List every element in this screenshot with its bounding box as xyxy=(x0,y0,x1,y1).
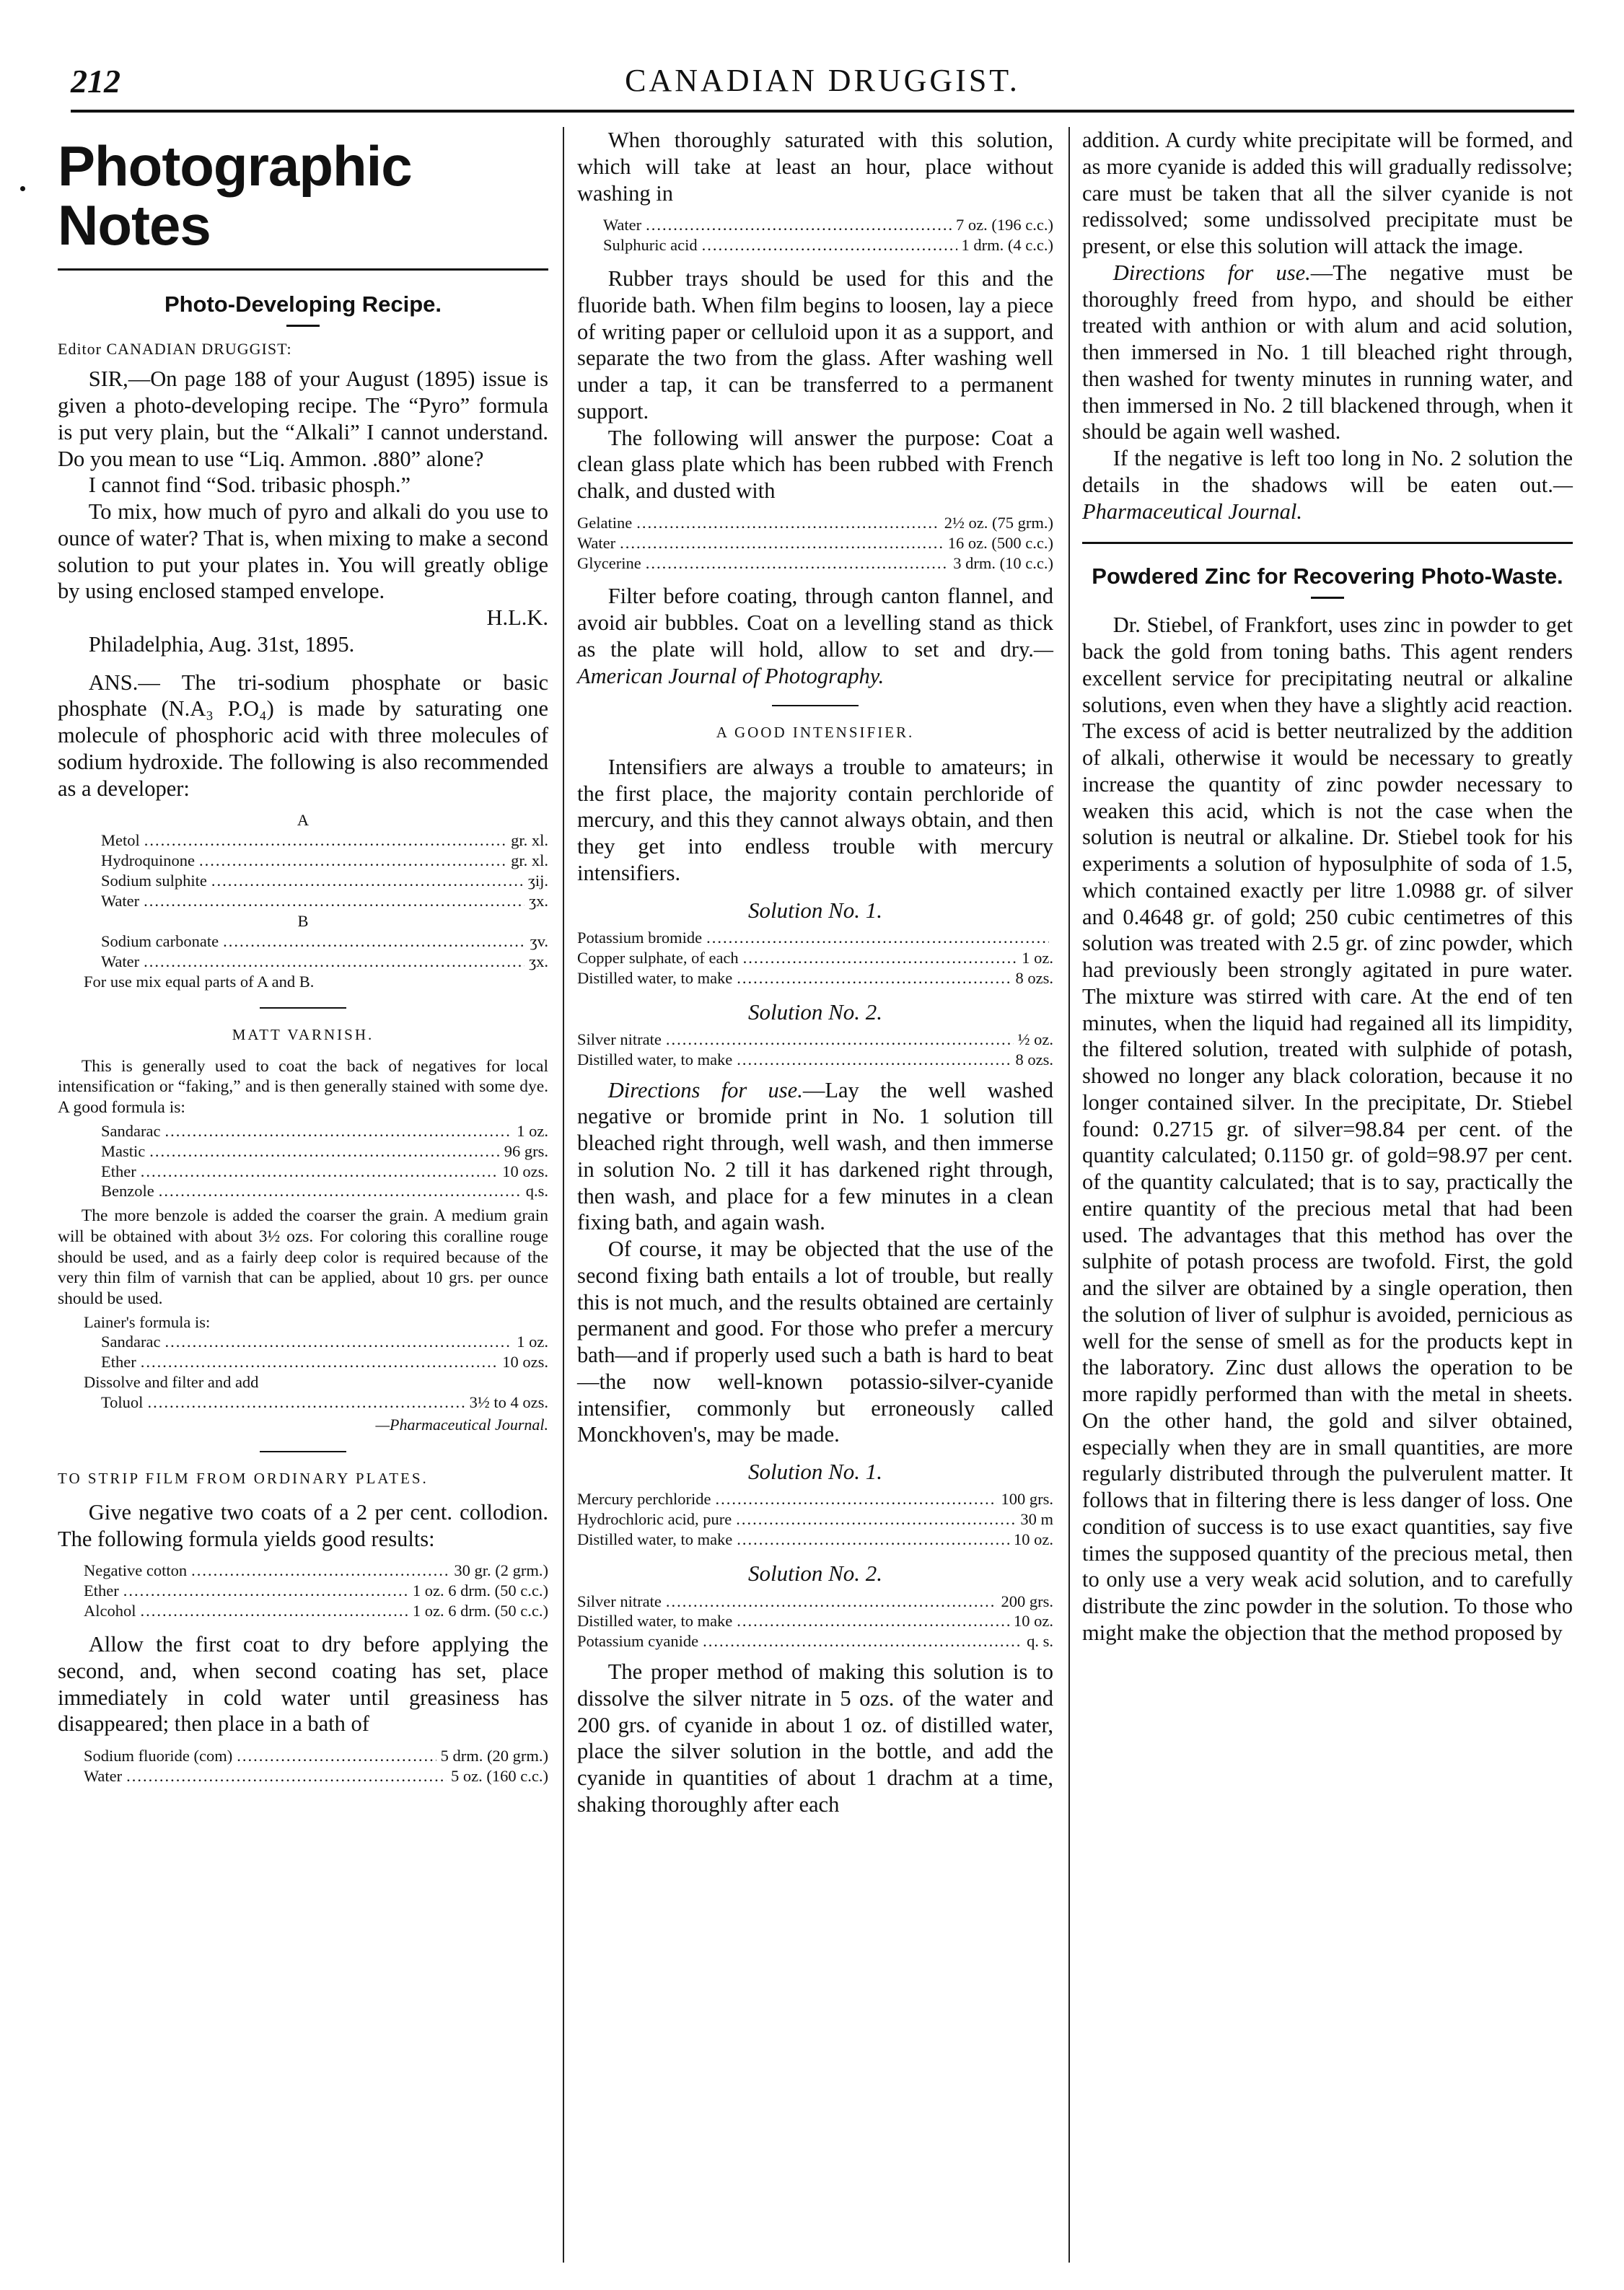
article-heading-matt-varnish: MATT VARNISH. xyxy=(232,1026,374,1044)
formula-row xyxy=(58,1581,548,1601)
ingredient: Benzole xyxy=(101,1182,154,1201)
ingredient: Toluol xyxy=(101,1393,144,1412)
formula-row xyxy=(577,1611,1053,1631)
heading-rule xyxy=(1311,597,1344,599)
article-heading-strip-film: TO STRIP FILM FROM ORDINARY PLATES. xyxy=(58,1469,429,1487)
paragraph-text: —Lay the well washed negative or bromide print in No. 1 solution till bleached right through, well wash, and then immerse in solution No. 2 till it has darkened right through, then wash, and place for a few minutes in a clean fixing bath, and again wash. xyxy=(577,1077,1053,1235)
formula-row xyxy=(577,1509,1053,1530)
article-heading-intensifier: A GOOD INTENSIFIER. xyxy=(716,724,915,742)
formula-row xyxy=(577,1050,1053,1070)
formula-row xyxy=(58,1561,548,1581)
ingredient: Sodium carbonate xyxy=(101,931,219,950)
formula-row xyxy=(58,891,548,911)
strip-paragraph: Allow the first coat to dry before applying the second, and, when second coating has set, place immediately in cold water until greasiness has disappeared; then place in a bath of xyxy=(58,1632,548,1737)
amount: 30 m xyxy=(1020,1510,1053,1529)
paragraph-text: Filter before coating, through canton flannel, and avoid air bubbles. Coat on a levelling stand as thick as the plate will hold, allow to set and dry. xyxy=(577,584,1053,662)
intensifier-paragraph: Intensifiers are always a trouble to amateurs; in the first place, the majority contain perchloride of mercury, and this they cannot always obtain, and then they get into endless trouble with mercury intensifiers. xyxy=(577,754,1053,885)
amount: 100 grs. xyxy=(1001,1490,1053,1509)
amount: 8 ozs. xyxy=(1015,1050,1053,1069)
ingredient: Ether xyxy=(84,1581,119,1600)
column-rule-1 xyxy=(563,127,564,2263)
ingredient: Sandarac xyxy=(101,1333,161,1351)
amount: 1 drm. (4 c.c.) xyxy=(961,236,1053,255)
matt-formula xyxy=(58,1121,548,1202)
heading-rule xyxy=(286,325,320,327)
ingredient: Water xyxy=(84,1766,123,1785)
amount: 5 oz. (160 c.c.) xyxy=(451,1766,548,1785)
amount: q.s. xyxy=(525,1182,548,1201)
solution-title: Solution No. 1. xyxy=(747,1459,882,1485)
column-1 xyxy=(58,127,548,1797)
matt-paragraph: The more benzole is added the coarser the grain. A medium grain will be obtained with about 3½ ozs. For coloring this coralline rouge should be used, and as a fairly deep color is required because of the very thin film of varnish that can be applied, about 10 grs. per ounce should be used. xyxy=(58,1206,548,1308)
ingredient: Distilled water, to make xyxy=(577,1612,733,1631)
ingredient: Hydrochloric acid, pure xyxy=(577,1510,732,1529)
amount: 1 oz. 6 drm. (50 c.c.) xyxy=(412,1581,548,1600)
ingredient: Glycerine xyxy=(577,553,641,572)
acid-formula xyxy=(577,215,1053,255)
formula-row xyxy=(58,1332,548,1352)
formula-intro: Lainer's formula is: xyxy=(84,1312,211,1331)
ingredient: Mercury perchloride xyxy=(577,1490,711,1509)
formula-row xyxy=(577,215,1053,235)
editor-salutation: Editor CANADIAN DRUGGIST: xyxy=(58,339,292,358)
paragraph-text: —The negative must be thoroughly freed from hypo, and should be either treated with anthion or with alum and acid solution, then immersed in No. 1 till bleached right through, then washed for twenty minutes in running water, and then immersed in No. 2 till blackened through, when it should be again well washed. xyxy=(1082,260,1573,444)
strip-formula-2 xyxy=(58,1746,548,1786)
ingredient: Water xyxy=(101,892,140,911)
formula-row xyxy=(577,533,1053,553)
intensifier-paragraph: The proper method of making this solution is to dissolve the silver nitrate in 5 ozs. of the water and 200 grs. of cyanide in about 1 oz. of distilled water, place the silver solution in the bottle, and add the cyanide in quantities of about 1 drachm at a time, shaking thoroughly after each xyxy=(577,1659,1053,1817)
ingredient: Sodium fluoride (com) xyxy=(84,1747,233,1765)
formula-label: B xyxy=(297,911,309,930)
ingredient: Potassium bromide xyxy=(577,928,703,947)
formula-row xyxy=(58,1141,548,1162)
ingredient: Hydroquinone xyxy=(101,851,195,870)
strip-formula xyxy=(58,1561,548,1621)
formula-row xyxy=(58,952,548,972)
amount: 3 drm. (10 c.c.) xyxy=(953,553,1053,572)
amount: 10 oz. xyxy=(1014,1612,1053,1631)
amount: 2½ oz. (75 grm.) xyxy=(944,513,1053,532)
solution-formula xyxy=(577,928,1053,988)
article-heading-developing-recipe: Photo-Developing Recipe. xyxy=(164,291,442,317)
ingredient: Alcohol xyxy=(84,1602,136,1620)
ingredient: Ether xyxy=(101,1353,136,1372)
amount: 10 ozs. xyxy=(502,1353,548,1372)
formula-row xyxy=(58,1601,548,1621)
ingredient: Sodium sulphite xyxy=(101,872,207,890)
formula-row xyxy=(577,1631,1053,1651)
directions-label: Directions for use. xyxy=(607,1077,803,1102)
column-2 xyxy=(577,127,1053,1818)
section-rule xyxy=(260,1451,346,1452)
page-header xyxy=(71,62,1574,105)
amount: q. s. xyxy=(1027,1632,1053,1651)
ingredient: Ether xyxy=(101,1162,136,1180)
ingredient: Mastic xyxy=(101,1141,146,1160)
title-rule xyxy=(58,268,548,271)
formula-instruction: Dissolve and filter and add xyxy=(84,1373,259,1392)
formula-row xyxy=(58,830,548,851)
formula-row xyxy=(58,1746,548,1766)
amount: 96 grs. xyxy=(504,1141,548,1160)
formula-row xyxy=(58,1121,548,1141)
ingredient: Silver nitrate xyxy=(577,1592,662,1610)
formula-row xyxy=(577,1030,1053,1050)
solution-title: Solution No. 2. xyxy=(747,999,882,1025)
ingredient: Distilled water, to make xyxy=(577,1530,733,1549)
lainer-formula xyxy=(58,1312,548,1413)
formula-row xyxy=(577,553,1053,574)
column-rule-2 xyxy=(1068,127,1070,2263)
page-number: 212 xyxy=(71,63,120,100)
formula-row xyxy=(577,968,1053,988)
amount: ʒij. xyxy=(527,872,548,890)
amount: 30 gr. (2 grm.) xyxy=(454,1561,548,1580)
gelatine-formula xyxy=(577,513,1053,574)
zinc-paragraph: Dr. Stiebel, of Frankfort, uses zinc in powder to get back the gold from toning baths. This agent renders excellent service for precipitating neutral or alkaline solutions, even when they have a slightly acid reaction. The excess of acid is better neutralized by the addition of alkali, otherwise it would be necessary to greatly increase the quantity of zinc powder necessary to weaken this acid, which is not the case when the solution is neutral or alkaline. Dr. Stiebel took for his experiments a solution of hyposulphite of soda of 1.5, which contained exactly per litre 1.0988 gr. of silver and 0.4648 gr. of gold; 250 cubic centimetres of this solution was treated with 2.5 gr. of zinc powder, which had previously been strongly agitated in pure water. The mixture was stirred with care. At the end of ten minutes, when the liquid had regained all its limpidity, the filtered solution, treated with sulphide of potash, showed no longer any black coloration, because it no longer contained silver. In the precipitate, Dr. Stiebel found: 0.2715 gr. of silver=98.84 per cent. of the quantity calculated; 0.1150 gr. of gold=98.97 per cent. of the quantity calculated; that is to say, practically the entire quantity of the precious metal that had been used. The advantages that this method has over the sulphite of potash process are twofold. First, the gold and the silver are obtained by a single operation, then the solution of liver of sulphur is avoided, pernicious as well for the sense of smell as for the products kept in the laboratory. Zinc dust allows the operation to be more rapidly performed than with the metal in sheets. On the other hand, the gold and silver obtained, especially when they are in small quantities, are more regularly distributed through the pulverulent matter. It follows that in filtering there is less danger of loss. One condition of success is to use exact quantities, say five times the supposed quantity of the precious metal, then to only use a very weak acid solution, and to carefully distribute the zinc powder in the solution. To those who might make the objection that the method proposed by xyxy=(1082,613,1573,1645)
strip-paragraph: When thoroughly saturated with this solution, which will take at least an hour, place without washing in xyxy=(577,128,1053,206)
ingredient: Distilled water, to make xyxy=(577,1050,733,1069)
formula-row xyxy=(577,928,1053,948)
amount: 1 oz. 6 drm. (50 c.c.) xyxy=(412,1602,548,1620)
ingredient: Copper sulphate, of each xyxy=(577,948,739,967)
formula-row xyxy=(58,1392,548,1413)
section-rule xyxy=(772,705,859,706)
mix-note: For use mix equal parts of A and B. xyxy=(84,972,315,991)
letter-paragraph: I cannot find “Sod. tribasic phosph.” xyxy=(88,473,411,498)
formula-row xyxy=(58,1766,548,1786)
solution-title: Solution No. 2. xyxy=(747,1561,882,1587)
ingredient: Water xyxy=(577,533,616,552)
ingredient: Distilled water, to make xyxy=(577,968,733,987)
formula-row xyxy=(58,1162,548,1182)
formula-row xyxy=(577,1489,1053,1509)
amount: 8 ozs. xyxy=(1015,968,1053,987)
ingredient: Potassium cyanide xyxy=(577,1632,699,1651)
amount: 3½ to 4 ozs. xyxy=(469,1393,548,1412)
article-heading-powdered-zinc: Powdered Zinc for Recovering Photo-Waste. xyxy=(1092,563,1563,589)
column-3 xyxy=(1082,127,1573,1646)
formula-row xyxy=(58,1181,548,1201)
amount: 1 oz. xyxy=(517,1121,548,1140)
solution-title: Solution No. 1. xyxy=(747,897,882,923)
source-credit: —Pharmaceutical Journal. xyxy=(1082,472,1573,524)
solution-formula xyxy=(577,1489,1053,1550)
formula-row xyxy=(58,851,548,871)
formula-row xyxy=(58,871,548,891)
formula-row xyxy=(577,513,1053,533)
ingredient: Water xyxy=(101,952,140,970)
formula-row xyxy=(577,1530,1053,1550)
letter-signature: H.L.K. xyxy=(486,605,548,631)
ingredient: Metol xyxy=(101,831,140,850)
stray-ink-dot xyxy=(20,186,25,191)
paragraph-text: If the negative is left too long in No. 2 solution the details in the shadows will be eaten out. xyxy=(1082,446,1573,497)
formula-row xyxy=(58,1352,548,1372)
letter-dateline: Philadelphia, Aug. 31st, 1895. xyxy=(88,631,355,657)
directions-paragraph xyxy=(577,1077,1053,1237)
amount: 16 oz. (500 c.c.) xyxy=(947,533,1053,552)
formula-row xyxy=(577,1592,1053,1612)
formula-row xyxy=(577,235,1053,255)
ingredient: Sulphuric acid xyxy=(603,236,698,255)
letter-paragraph: SIR,—On page 188 of your August (1895) issue is given a photo-developing recipe. The “Pyro” formula is put very plain, but the “Alkali” I cannot understand. Do you mean to use “Liq. Ammon. .880” alone? xyxy=(58,367,548,471)
source-credit: —Pharmaceutical Journal. xyxy=(375,1416,548,1434)
ingredient: Water xyxy=(603,216,642,234)
ingredient: Negative cotton xyxy=(84,1561,188,1580)
ingredient: Silver nitrate xyxy=(577,1030,662,1048)
matt-paragraph: This is generally used to coat the back of negatives for local intensification or “faking,” and is then generally stained with some dye. A good formula is: xyxy=(58,1056,548,1118)
amount: 7 oz. (196 c.c.) xyxy=(956,216,1053,234)
formula-row xyxy=(577,948,1053,968)
directions-label: Directions for use. xyxy=(1112,260,1311,285)
strip-paragraph xyxy=(577,583,1053,689)
amount: gr. xl. xyxy=(511,831,548,850)
solution-formula xyxy=(577,1030,1053,1070)
ingredient: Sandarac xyxy=(101,1121,161,1140)
intensifier-paragraph: Of course, it may be objected that the use of the second fixing bath entails a lot of trouble, but really this is not much, and the results obtained are certainly permanent and good. For those who prefer a mercury bath—and if properly used such a bath is hard to beat—the now well-known potassio-silver-cyanide intensifier, commonly but erroneously called Monckhoven's, may be made. xyxy=(577,1237,1053,1447)
solution-formula xyxy=(577,1592,1053,1652)
strip-paragraph: The following will answer the purpose: Coat a clean glass plate which has been rubbed with French chalk, and dusted with xyxy=(577,425,1053,504)
strip-paragraph: Rubber trays should be used for this and the fluoride bath. When film begins to loosen, lay a piece of writing paper or celluloid upon it as a support, and separate the two from the glass. After washing well under a tap, it can be transferred to a permanent support. xyxy=(577,266,1053,424)
amount: gr. xl. xyxy=(511,851,548,870)
intensifier-paragraph: addition. A curdy white precipitate will be formed, and as more cyanide is added this will gradually redissolve; care must be taken that all the silver cyanide is not redissolved; some undissolved precipitate must be present, or else this solution will attack the image. xyxy=(1082,128,1573,258)
answer-paragraph: ANS.— The tri-sodium phosphate or basic phosphate (N.A₃ P.O₄) is made by saturating one molecule of phosphoric acid with three molecules of sodium hydroxide. The following is also recommended as a developer: xyxy=(58,670,548,801)
formula-row xyxy=(58,931,548,952)
amount: 5 drm. (20 grm.) xyxy=(440,1747,548,1765)
article-rule xyxy=(1082,542,1573,544)
amount: ʒx. xyxy=(529,892,548,911)
intensifier-paragraph xyxy=(1082,445,1573,525)
directions-paragraph xyxy=(1082,260,1573,445)
formula-a xyxy=(58,810,548,991)
amount: ʒv. xyxy=(530,931,548,950)
source-credit: —American Journal of Photography. xyxy=(577,636,1053,688)
amount: ʒx. xyxy=(529,952,548,970)
section-rule xyxy=(260,1007,346,1009)
amount: ½ oz. xyxy=(1017,1030,1053,1048)
section-title: Photographic Notes xyxy=(58,134,412,257)
amount: 10 oz. xyxy=(1014,1530,1053,1549)
header-rule xyxy=(71,110,1574,113)
strip-paragraph: Give negative two coats of a 2 per cent. collodion. The following formula yields good results: xyxy=(58,1499,548,1551)
amount: 1 oz. xyxy=(517,1333,548,1351)
amount: 200 grs. xyxy=(1001,1592,1053,1610)
amount: 10 ozs. xyxy=(502,1162,548,1180)
amount: 1 oz. xyxy=(1022,948,1053,967)
ingredient: Gelatine xyxy=(577,513,633,532)
formula-label: A xyxy=(297,811,310,830)
running-title: CANADIAN DRUGGIST. xyxy=(625,63,1020,98)
letter-paragraph: To mix, how much of pyro and alkali do you use to ounce of water? That is, when mixing to make a second solution to put your plates in. You will greatly oblige by using enclosed stamped envelope. xyxy=(58,499,548,604)
